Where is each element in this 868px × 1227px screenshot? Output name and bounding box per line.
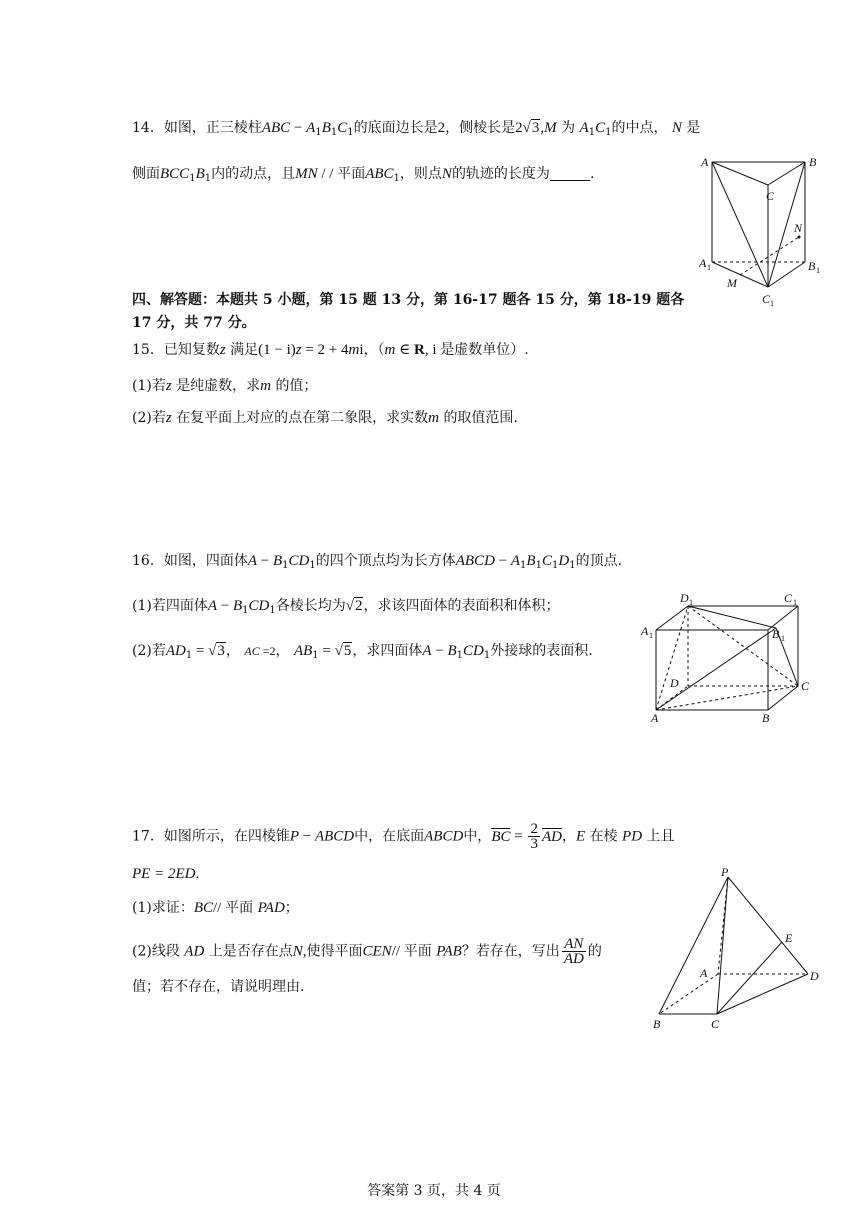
svg-text:B: B [762, 711, 770, 725]
svg-text:C: C [784, 591, 793, 605]
q14-line2: 侧面$BCC_1B_1$内的动点，且MN / / 平面$ABC_1$，则点N的轨迹的长度为 . [132, 166, 595, 184]
svg-text:1: 1 [816, 266, 820, 275]
q17-line5: 值；若不存在，请说明理由. [132, 979, 305, 995]
q17-line4: (2)线段 AD 上是否存在点N,使得平面CEN// 平面 PAB？若存在，写出 $\frac{AN}{AD}$ 的 [132, 936, 602, 967]
svg-text:B: B [809, 155, 817, 169]
q16-line3: (2)若$AD_1 = √3$， AC =2， $AB_1 = √5$，求四面体$A - B_1CD_1$外接球的表面积. [132, 643, 593, 661]
svg-text:D: D [810, 969, 819, 983]
section-header-1: 四、解答题：本题共 5 小题，第 15 题 13 分，第 16-17 题各 15 分，第 18-19 题各 [132, 292, 685, 308]
q17-line3: (1)求证：BC// 平面 PAD； [132, 900, 299, 916]
q15-line1: 15．已知复数z 满足(1 − i)z = 2 + 4mi，（m ∈ R, i 是虚数单位）. [132, 342, 529, 358]
svg-text:A: A [701, 155, 709, 169]
svg-text:C: C [711, 1017, 720, 1031]
q16-line2: (1)若四面体$A - B_1CD_1$各棱长均为√2，求该四面体的表面积和体积； [132, 598, 560, 616]
svg-text:A: A [700, 966, 708, 980]
q17-line2: PE = 2ED. [132, 866, 200, 882]
svg-text:C: C [766, 189, 775, 203]
prism-figure [695, 150, 825, 310]
svg-text:N: N [794, 221, 803, 235]
pyramid-figure [645, 862, 830, 1037]
q16-line1: 16．如图，四面体$A - B_1CD_1$的四个顶点均为长方体ABCD − $A_1B_1C_1D_1$的顶点. [132, 553, 623, 571]
svg-text:P: P [721, 865, 729, 879]
svg-text:1: 1 [707, 263, 711, 272]
page-footer: 答案第 3 页，共 4 页 [367, 1183, 501, 1199]
svg-text:A: A [641, 624, 649, 638]
svg-text:1: 1 [649, 631, 653, 640]
svg-text:B: B [808, 259, 816, 273]
answer-blank [550, 166, 590, 181]
svg-text:1: 1 [793, 598, 797, 607]
svg-text:A: A [699, 256, 707, 270]
svg-text:D: D [670, 676, 679, 690]
svg-text:E: E [785, 931, 793, 945]
svg-text:1: 1 [689, 598, 693, 607]
cuboid-figure [636, 588, 816, 728]
svg-text:M: M [727, 276, 737, 290]
svg-text:D: D [680, 591, 689, 605]
q14-line1: 14．如图，正三棱柱ABC − $A_1B_1C_1$的底面边长是2，侧棱长是2√3,M 为 $A_1C_1$的中点， N 是 [132, 120, 701, 138]
svg-text:A: A [651, 711, 659, 725]
svg-text:B: B [772, 627, 780, 641]
q15-line3: (2)若z 在复平面上对应的点在第二象限，求实数m 的取值范围. [132, 410, 518, 426]
svg-text:1: 1 [770, 299, 774, 308]
svg-text:C: C [762, 292, 771, 306]
q17-line1: 17．如图所示，在四棱锥P − ABCD中，在底面ABCD中，BC = $\frac{2}{3}$ AD，E 在棱 PD 上且 [132, 821, 675, 852]
svg-text:1: 1 [781, 634, 785, 643]
svg-text:C: C [801, 679, 810, 693]
section-header-2: 17 分，共 77 分。 [132, 315, 256, 331]
svg-text:B: B [653, 1017, 661, 1031]
q15-line2: (1)若z 是纯虚数，求m 的值； [132, 378, 318, 394]
